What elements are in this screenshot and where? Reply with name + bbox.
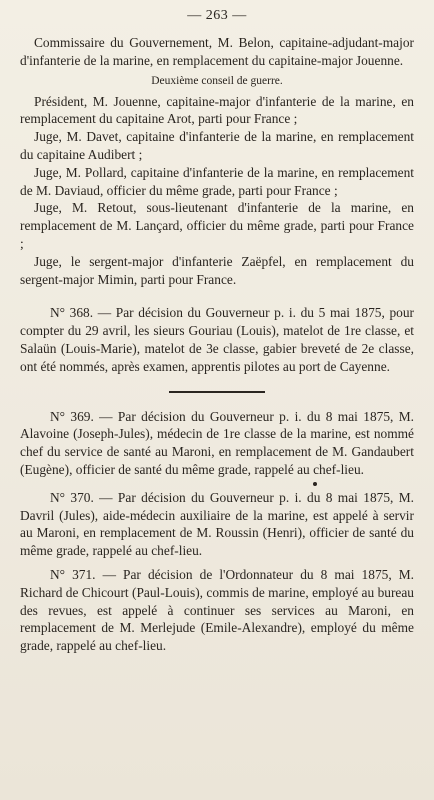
paragraph-commissaire: Commissaire du Gouvernement, M. Belon, capitaine-adjudant-major d'infanterie de la marine, en remplacement du capitaine-major Jouenne. bbox=[20, 35, 414, 68]
notice-369: N° 369. — Par décision du Gouverneur p. i. du 8 mai 1875, M. Alavoine (Joseph-Jules), médecin de 1re classe de la marine, est nommé chef du service de santé au Maroni, en remplacement de M. Gandaubert (Eugène), officier de santé du même grade, rappelé au chef-lieu. bbox=[20, 408, 414, 477]
stray-ink-dot bbox=[313, 482, 317, 486]
section-divider bbox=[169, 391, 265, 393]
page-number: — 263 — bbox=[187, 8, 247, 23]
section-heading-deuxieme-conseil: Deuxième conseil de guerre. bbox=[151, 74, 283, 87]
paragraph-president: Président, M. Jouenne, capitaine-major d'infanterie de la marine, en remplacement du capitaine Arot, parti pour France ; bbox=[20, 93, 414, 127]
paragraph-juge-davet: Juge, M. Davet, capitaine d'infanterie de la marine, en remplacement du capitaine Audibert ; bbox=[20, 129, 414, 162]
document-body bbox=[20, 34, 414, 655]
paragraph-juge-retout: Juge, M. Retout, sous-lieutenant d'infanterie de la marine, en remplacement de M. Lançard, officier du même grade, parti pour France ; bbox=[20, 200, 414, 251]
notice-371: N° 371. — Par décision de l'Ordonnateur du 8 mai 1875, M. Richard de Chicourt (Paul-Louis), commis de marine, employé au bureau des revues, est appelé à continuer ses services au Maroni, en remplacement de M. Merlejude (Emile-Alexandre), employé du même grade, rappelé au chef-lieu. bbox=[20, 566, 414, 654]
notice-370: N° 370. — Par décision du Gouverneur p. i. du 8 mai 1875, M. Davril (Jules), aide-médecin auxiliaire de la marine, est appelé à servir au Maroni, en remplacement de M. Roussin (Henri), officier de santé du même grade, rappelé au chef-lieu. bbox=[20, 489, 414, 559]
notice-368: N° 368. — Par décision du Gouverneur p. i. du 5 mai 1875, pour compter du 29 avril, les sieurs Gouriau (Louis), matelot de 1re classe, et Salaün (Louis-Marie), matelot de 3e classe, gabier breveté de 2e classe, ont été nommés, après examen, apprentis pilotes au port de Cayenne. bbox=[20, 305, 414, 374]
paragraph-juge-pollard: Juge, M. Pollard, capitaine d'infanterie de la marine, en remplacement de M. Daviaud, officier du même grade, parti pour France ; bbox=[20, 164, 414, 198]
paragraph-juge-zaepfel: Juge, le sergent-major d'infanterie Zaëpfel, en remplacement du sergent-major Mimin, parti pour France. bbox=[20, 253, 414, 287]
